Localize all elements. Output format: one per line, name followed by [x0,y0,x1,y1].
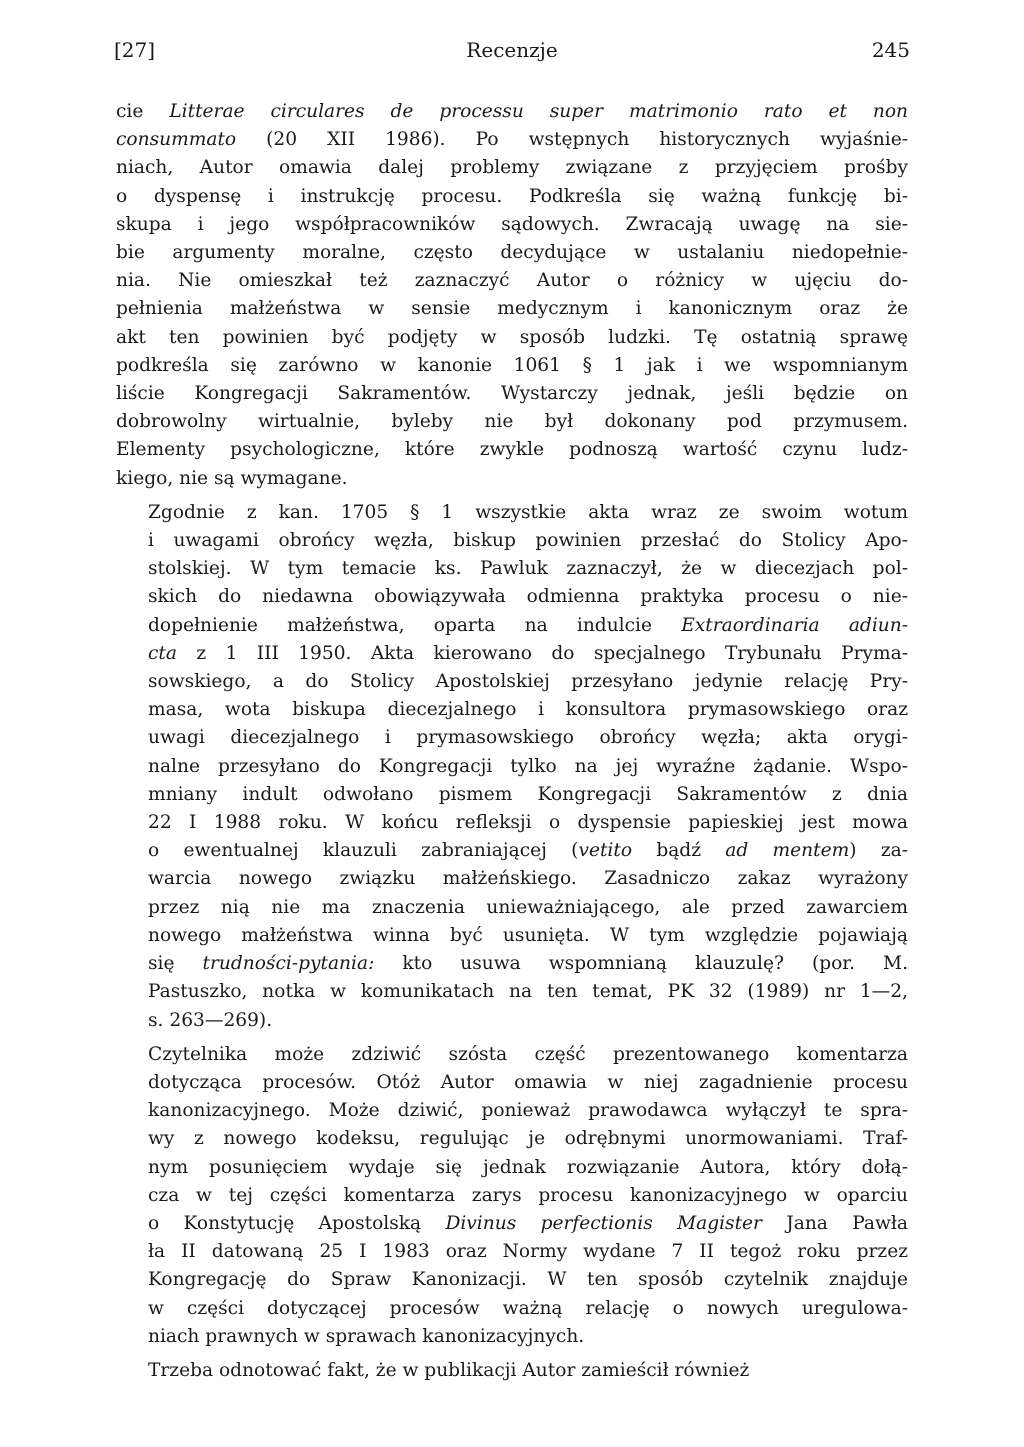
running-title: Recenzje [466,38,558,62]
text-line [116,583,908,611]
text-span: Pastuszko, notka w komunikatach na ten temat, PK 32 (1989) nr 1—2, [148,981,908,1003]
text-span: kanonizacyjnego. Może dziwić, ponieważ prawodawca wyłączył te spra- [148,1100,908,1122]
text-span: się [148,953,203,975]
text-line [116,555,908,583]
text-span: z 1 III 1950. Akta kierowano do specjalnego Trybunału Pryma- [176,642,908,664]
text-span: Jana Pawła [761,1212,908,1234]
text-span: nym posunięciem wydaje się jednak rozwiązanie Autora, który dołą- [148,1156,908,1178]
italic-text: Divinus perfectionis Magister [445,1212,762,1234]
text-span: niach, Autor omawia dalej problemy związane z przyjęciem prośby [116,157,908,179]
text-line [116,668,908,696]
text-span: kto usuwa wspomnianą klauzulę? (por. M. [374,953,909,975]
text-line [116,1097,908,1125]
text-span: cza w tej części komentarza zarys procesu kanonizacyjnego w oparciu [148,1184,908,1206]
text-span: mniany indult odwołano pismem Kongregacji Sakramentów z dnia [148,783,908,805]
text-span: 22 I 1988 roku. W końcu refleksji o dyspensie papieskiej jest mowa [148,812,908,834]
text-span: Czytelnika może zdziwić szósta część prezentowanego komentarza [148,1043,908,1065]
text-line [116,1182,908,1210]
text-span: dotycząca procesów. Otóż Autor omawia w niej zagadnienie procesu [148,1071,908,1093]
text-span: ła II datowaną 25 I 1983 oraz Normy wydane 7 II tegoż roku przez [148,1241,908,1263]
text-span: przez nią nie ma znaczenia unieważniającego, ale przed zawarciem [148,896,908,918]
text-line [116,408,908,436]
text-line [116,1154,908,1182]
text-line [116,154,908,182]
text-line [116,267,908,295]
text-span: nowego małżeństwa winna być usunięta. W tym względzie pojawiają [148,924,908,946]
text-line [116,1357,908,1385]
text-span: bie argumenty moralne, często decydujące w ustalaniu niedopełnie- [116,242,908,264]
text-line [116,1323,908,1351]
running-header [114,38,910,68]
text-line [116,724,908,752]
text-span: w części dotyczącej procesów ważną relację o nowych uregulowa- [148,1297,908,1319]
paragraph [116,98,908,493]
text-line [116,809,908,837]
text-line [116,352,908,380]
text-span: o ewentualnej klauzuli zabraniającej ( [148,840,579,862]
text-span: dobrowolny wirtualnie, byleby nie był dokonany pod przymusem. [116,411,908,433]
paragraph [116,1357,908,1385]
italic-text: ad mentem [725,840,850,862]
text-span: wy z nowego kodeksu, regulując je odrębnymi unormowaniami. Traf- [148,1128,908,1150]
text-line [116,295,908,323]
text-span: nia. Nie omieszkał też zaznaczyć Autor o różnicy w ujęciu do- [116,270,908,292]
text-line [116,1210,908,1238]
text-line [116,1069,908,1097]
text-span: skich do niedawna obowiązywała odmienna praktyka procesu o nie- [148,586,908,608]
text-line [116,837,908,865]
text-line [116,1295,908,1323]
italic-text: consummato [116,129,237,151]
text-span: (20 XII 1986). Po wstępnych historycznych wyjaśnie- [236,129,908,151]
text-span: Zgodnie z kan. 1705 § 1 wszystkie akta wraz ze swoim wotum [148,501,908,523]
text-span: warcia nowego związku małżeńskiego. Zasadniczo zakaz wyrażony [148,868,908,890]
italic-text: trudności-pytania: [202,953,375,975]
text-line [116,922,908,950]
paragraph [116,1041,908,1351]
text-span: o dyspensę i instrukcję procesu. Podkreśla się ważną funkcję bi- [116,185,908,207]
text-line [116,324,908,352]
italic-text: cta [148,642,177,664]
text-span: skupa i jego współpracowników sądowych. Zwracają uwagę na sie- [116,213,908,235]
italic-text: Litterae circulares de processu super matrimonio rato et non [169,101,909,122]
text-line [116,239,908,267]
text-line [116,894,908,922]
text-line [116,1007,908,1035]
text-line [116,950,908,978]
text-span: pełnienia małżeństwa w sensie medycznym i kanonicznym oraz że [116,298,908,320]
text-line [116,1125,908,1153]
text-span: podkreśla się zarówno w kanonie 1061 § 1 jak i we wspomnianym [116,354,908,376]
text-line [116,436,908,464]
text-line [116,465,908,493]
text-span: sowskiego, a do Stolicy Apostolskiej przesyłano jedynie relację Pry- [148,671,908,693]
text-line [116,527,908,555]
text-line [116,183,908,211]
text-span: uwagi diecezjalnego i prymasowskiego obrońcy węzła; akta orygi- [148,727,908,749]
text-line [116,978,908,1006]
text-line [116,696,908,724]
text-span: niach prawnych w sprawach kanonizacyjnych. [148,1325,585,1347]
text-line [116,1238,908,1266]
text-line [116,1041,908,1069]
text-line [116,126,908,154]
text-line [116,1266,908,1294]
text-line [116,211,908,239]
text-span: s. 263—269). [148,1009,273,1031]
text-span: kiego, nie są wymagane. [116,467,348,489]
italic-text: vetito [578,840,633,862]
text-span: bądź [632,840,726,862]
text-span: ) za- [849,840,908,862]
section-number: [27] [114,38,156,62]
italic-text: Extraordinaria adiun- [681,614,909,636]
text-line [116,380,908,408]
text-line [116,865,908,893]
text-span: nalne przesyłano do Kongregacji tylko na jej wyraźne żądanie. Wspo- [148,755,908,777]
text-span: Kongregację do Spraw Kanonizacji. W ten sposób czytelnik znajduje [148,1269,908,1291]
body-text [116,98,908,1385]
text-span: liście Kongregacji Sakramentów. Wystarczy jednak, jeśli będzie on [116,383,908,405]
text-line [116,499,908,527]
paragraph [116,499,908,1035]
text-line [116,612,908,640]
text-line [116,98,908,126]
text-span: cie [116,101,170,122]
text-span: Trzeba odnotować fakt, że w publikacji Autor zamieścił również [148,1359,750,1381]
text-span: masa, wota biskupa diecezjalnego i konsultora prymasowskiego oraz [148,699,908,721]
text-span: akt ten powinien być podjęty w sposób ludzki. Tę ostatnią sprawę [116,326,908,348]
text-span: Elementy psychologiczne, które zwykle podnoszą wartość czynu ludz- [116,439,908,461]
text-line [116,640,908,668]
text-span: stolskiej. W tym temacie ks. Pawluk zaznaczył, że w diecezjach pol- [148,558,908,580]
text-span: i uwagami obrońcy węzła, biskup powinien przesłać do Stolicy Apo- [148,530,908,552]
text-line [116,753,908,781]
text-span: o Konstytucję Apostolską [148,1212,446,1234]
text-span: dopełnienie małżeństwa, oparta na indulcie [148,614,682,636]
text-line [116,781,908,809]
page-number: 245 [871,38,910,62]
